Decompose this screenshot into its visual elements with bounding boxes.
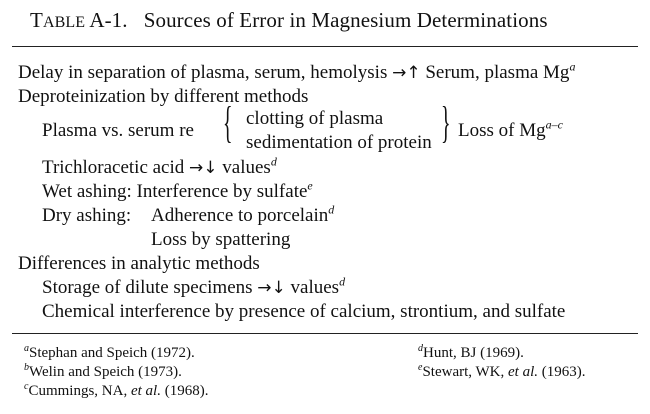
footnote-c-year: (1968). xyxy=(160,383,209,399)
row-tca-text: Trichloracetic acid xyxy=(42,157,185,178)
row-differences: Differences in analytic methods xyxy=(18,253,260,274)
row-chemical: Chemical interference by presence of calcium, strontium, and sulfate xyxy=(42,301,566,322)
row-storage-result: values xyxy=(290,277,340,298)
row-delay-result: Serum, plasma Mg xyxy=(425,62,570,83)
footnote-e-text: Stewart, WK, xyxy=(422,364,508,380)
footnote-a xyxy=(24,345,195,362)
footnote-d xyxy=(418,345,524,362)
row-tca-ref: d xyxy=(270,154,277,169)
row-wet-text: Wet ashing: Interference by sulfate xyxy=(42,181,308,202)
footnote-a-text: Stephan and Speich (1972). xyxy=(29,345,195,361)
row-plasma-result-text: Loss of Mg xyxy=(458,120,546,141)
row-storage-ref: d xyxy=(339,274,346,289)
footnote-e-year: (1963). xyxy=(538,364,586,380)
title-prefix-small: ABLE xyxy=(42,14,86,31)
row-dry-ref: d xyxy=(328,202,335,217)
footnote-b xyxy=(24,364,182,381)
footnote-b-mark: b xyxy=(24,362,29,373)
row-plasma-text: Plasma vs. serum re xyxy=(42,120,194,141)
bottom-rule xyxy=(12,333,638,334)
footnote-e-etal: et al. xyxy=(508,364,538,380)
table-title xyxy=(30,8,548,33)
footnote-a-mark: a xyxy=(24,343,29,354)
row-delay xyxy=(18,59,576,84)
row-plasma-option-2: sedimentation of protein xyxy=(246,132,432,153)
row-spattering: Loss by spattering xyxy=(151,229,291,250)
footnote-e xyxy=(418,364,586,381)
row-wet-ref: e xyxy=(307,178,313,193)
row-plasma-result xyxy=(458,117,563,142)
row-deproteinization xyxy=(18,86,308,108)
footnote-c-etal: et al. xyxy=(130,383,161,399)
row-plasma-ref: a–c xyxy=(545,117,563,132)
decrease-arrow-icon: →↓ xyxy=(257,278,286,298)
title-prefix-big: T xyxy=(30,8,43,32)
footnote-b-text: Welin and Speich (1973). xyxy=(29,364,182,380)
footnote-e-mark: e xyxy=(418,362,423,373)
decrease-arrow-icon: →↓ xyxy=(189,158,218,178)
right-brace-icon: } xyxy=(441,98,451,147)
row-wet-ashing xyxy=(42,178,313,203)
row-plasma-option-1: clotting of plasma xyxy=(246,108,384,129)
row-deprot-text: Deproteinization by different methods xyxy=(18,86,309,107)
row-delay-text: Delay in separation of plasma, serum, hemolysis xyxy=(18,62,388,83)
title-number: A-1. xyxy=(89,8,128,32)
footnote-c-mark: c xyxy=(24,381,29,392)
increase-arrow-icon: →↑ xyxy=(392,63,421,83)
title-text: Sources of Error in Magnesium Determinations xyxy=(143,8,548,32)
top-rule xyxy=(12,46,638,47)
left-brace-icon: { xyxy=(223,98,233,147)
row-tca-result: values xyxy=(222,157,271,178)
footnote-d-mark: d xyxy=(418,343,423,354)
row-dry-ashing xyxy=(151,202,335,227)
row-delay-ref: a xyxy=(569,59,576,74)
row-dry-ashing-label: Dry ashing: xyxy=(42,205,132,226)
footnote-c-text: Cummings, NA, xyxy=(28,383,131,399)
footnote-d-text: Hunt, BJ (1969). xyxy=(423,345,524,361)
row-dry-text: Adherence to porcelain xyxy=(151,205,329,226)
row-storage-text: Storage of dilute specimens xyxy=(42,277,253,298)
row-storage xyxy=(42,274,346,299)
footnote-c xyxy=(24,383,208,400)
row-tca xyxy=(42,154,277,179)
